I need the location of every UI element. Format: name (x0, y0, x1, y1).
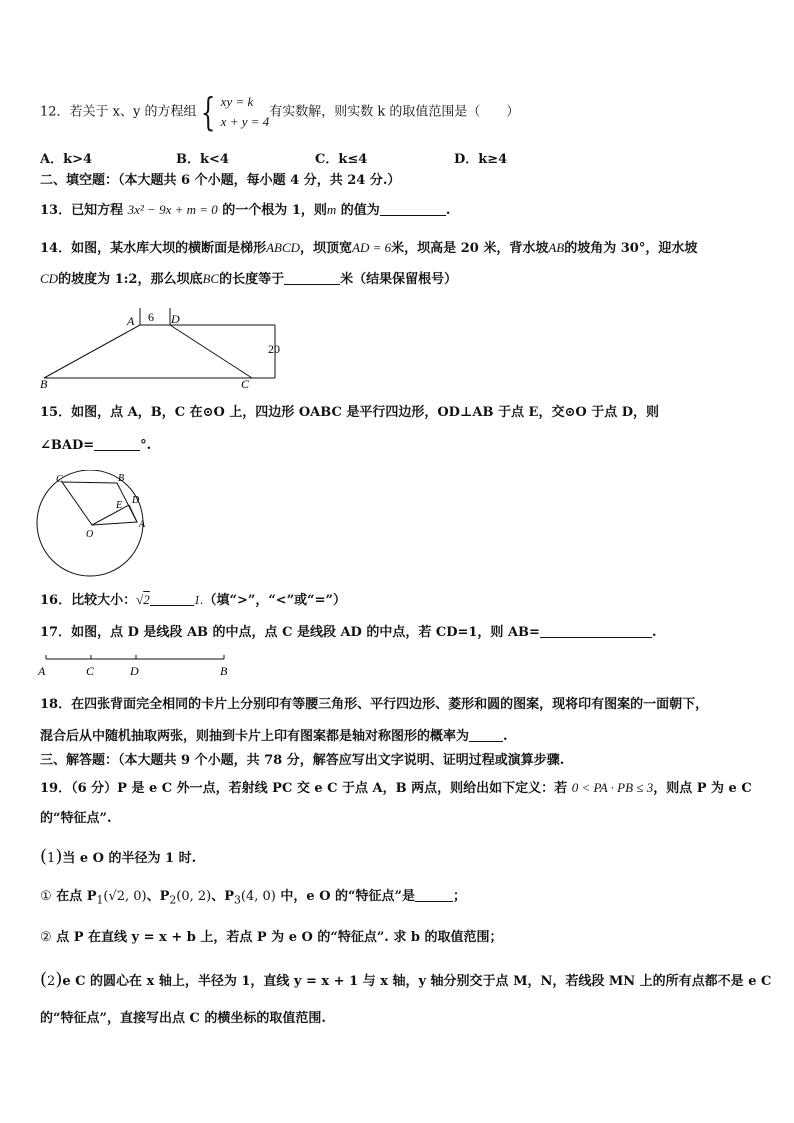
q19-line2: 的“特征点”. (40, 811, 112, 826)
q15-answer-blank[interactable] (94, 438, 140, 451)
q14-line1 (40, 239, 697, 258)
q12-system (221, 92, 270, 132)
q15-text-b: °. (140, 438, 152, 453)
q14-bc: BC (202, 271, 220, 286)
q16-answer-blank[interactable] (150, 593, 194, 606)
q15-segment-ad (129, 505, 137, 522)
q13-equation: 3x² − 9x + m = 0 (127, 202, 218, 217)
q14-side-ab (44, 325, 140, 378)
q18-text-b: . (503, 729, 508, 744)
q19-p1-sub: 1 (96, 893, 104, 907)
q12-option-c: C．k≤4 (315, 152, 368, 167)
q12-prefix: 12．若关于 x、y 的方程组 (40, 104, 197, 120)
q16-text-b: 1. (193, 592, 204, 607)
q19-sub2 (40, 929, 503, 947)
q14-ab: AB (548, 240, 565, 255)
q15-label-e: E (116, 500, 123, 511)
q12-eq2: x + y = 4 (220, 114, 270, 129)
q17-stem (40, 624, 656, 642)
q17-text-a: 17．如图，点 D 是线段 AB 的中点，点 C 是线段 AD 的中点，若 CD=1，则 AB= (40, 625, 540, 640)
q19-part1: (1)当 e O 的半径为 1 时. (40, 846, 197, 867)
q19-text-b: ，则点 P 为 e C (653, 781, 752, 796)
q12-option-a: A．k>4 (40, 152, 93, 167)
q19-p2-coord: (0, 2) (176, 889, 212, 904)
q14-label-a: A (127, 314, 135, 328)
q14-text-f: 的长度等于 (219, 272, 285, 287)
q15-label-b: B (118, 473, 125, 484)
q16-text-c: （填“>”，“<”或“=”） (203, 593, 347, 608)
q19-sub1-text-b: 中，e O 的“特征点”是 (275, 889, 416, 904)
q17-label-b: B (220, 664, 228, 678)
q16-sqrt-value: 2 (143, 592, 150, 607)
q19-sub1 (40, 888, 466, 910)
section-fill-in-heading: 二、填空题：（本大题共 6 个小题，每小题 4 分，共 24 分.） (40, 173, 401, 188)
q19-part2-line1: (2)e C 的圆心在 x 轴上，半径为 1，直线 y = x + 1 与 x 轴，y 轴分别交于点 M，N，若线段 MN 上的所有点都不是 e C (40, 969, 772, 990)
q19-p3-sub: 3 (234, 893, 241, 907)
q13-text-a: 13．已知方程 (40, 203, 128, 218)
q19-sub2-number: ② (40, 930, 52, 945)
q18-text-a: 混合后从中随机抽取两张，则抽到卡片上印有图案都是轴对称图形的概率为 (40, 729, 470, 744)
q17-answer-blank[interactable] (540, 625, 652, 638)
q17-label-a: A (38, 664, 46, 678)
section-solutions-heading: 三、解答题：（本大题共 9 个小题，共 78 分，解答应写出文字说明、证明过程或演算步骤. (40, 753, 565, 768)
q19-part2-number: 2 (47, 974, 56, 989)
q19-part1-text: 当 e O 的半径为 1 时. (62, 851, 197, 866)
q17-label-d: D (130, 664, 139, 678)
q19-sub2-text: 点 P 在直线 y = x + b 上，若点 P 为 e O 的“特征点”. 求 b 的取值范围； (56, 930, 503, 945)
q14-text-g: 米（结果保留根号） (340, 272, 458, 287)
q14-text-b: ，坝顶宽 (300, 241, 353, 256)
q14-text-e: 的坡度为 1:2，那么坝底 (58, 272, 203, 287)
q14-label-d: D (171, 312, 180, 326)
q18-answer-blank[interactable] (469, 729, 503, 742)
q13-answer-blank[interactable] (380, 203, 446, 216)
q14-text-a: 14．如图，某水库大坝的横断面是梯形 (40, 241, 267, 256)
q13-text-d: . (445, 203, 451, 218)
q17-text-b: . (651, 625, 657, 640)
q18-line1: 18．在四张背面完全相同的卡片上分别印有等腰三角形、平行四边形、菱形和圆的图案，现将印有图案的一面朝下， (40, 697, 709, 712)
q14-text-c: 米，坝高是 20 米，背水坡 (391, 241, 549, 256)
q14-label-b: B (40, 377, 48, 391)
q15-line1: 15．如图，点 A，B，C 在⊙O 上，四边形 OABC 是平行四边形，OD⊥AB 于点 E，交⊙O 于点 D，则 (40, 405, 659, 420)
q14-text-d: 的坡角为 30°，迎水坡 (564, 241, 698, 256)
q13-var-m: m (326, 202, 337, 217)
q19-part2-line2: 的“特征点”，直接写出点 C 的横坐标的取值范围. (40, 1011, 326, 1026)
q15-circle-figure (34, 470, 154, 595)
q16-sqrt: √2 (136, 592, 150, 607)
q19-p3-coord: (4, 0) (240, 889, 276, 904)
q13-text-c: 的值为 (336, 203, 380, 218)
q19-line1 (40, 779, 752, 798)
q14-ad6: AD = 6 (352, 240, 392, 255)
q15-label-a: A (139, 519, 146, 530)
q15-label-c: C (56, 474, 63, 485)
q19-sub1-text-a: 在点 P (56, 889, 97, 904)
q19-part1-number: 1 (47, 851, 56, 866)
q19-p2-prefix: 、P (146, 889, 170, 904)
q15-label-d: D (132, 495, 140, 506)
q12-eq1: xy = k (220, 94, 254, 109)
q12-suffix: 有实数解，则实数 k 的取值范围是（ ） (269, 104, 520, 120)
q19-part2-text: e C 的圆心在 x 轴上，半径为 1，直线 y = x + 1 与 x 轴，y 轴分别交于点 M，N，若线段 MN 上的所有点都不是 e C (62, 974, 772, 989)
q14-abcd: ABCD (266, 240, 301, 255)
q14-cd: CD (40, 271, 59, 286)
q17-label-c: C (86, 664, 95, 678)
q15-parallelogram (62, 482, 137, 525)
q12-brace: { (201, 90, 216, 134)
q18-line2 (40, 728, 508, 746)
q14-side-dc (170, 325, 252, 378)
q14-line2 (40, 270, 457, 289)
q16-text-a: 16．比较大小： (40, 593, 137, 608)
q13-text-b: 的一个根为 1，则 (217, 203, 327, 218)
q19-sub1-text-c: ； (453, 889, 467, 904)
q14-answer-blank[interactable] (284, 272, 340, 285)
q17-segment-figure (36, 651, 236, 681)
q15-segment-od (92, 505, 129, 525)
q19-p2-sub: 2 (169, 893, 177, 907)
q19-text-a: 19．（6 分）P 是 e C 外一点，若射线 PC 交 e C 于点 A，B 两点，则给出如下定义：若 (40, 781, 572, 796)
q14-trapezoid-figure (30, 300, 290, 395)
q16-stem (40, 591, 346, 610)
q12-option-b: B．k<4 (176, 152, 229, 167)
q13-stem (40, 201, 450, 220)
q12-stem (40, 92, 519, 132)
q14-label-c: C (241, 377, 250, 391)
q14-label-width: 6 (148, 310, 154, 324)
q15-text-a: ∠BAD= (40, 438, 95, 453)
q19-p3-prefix: 、P (211, 889, 235, 904)
q19-sub1-answer-blank[interactable] (415, 889, 453, 902)
q15-line2 (40, 437, 151, 455)
q12-option-d: D．k≥4 (454, 152, 508, 167)
q19-sub1-number: ① (40, 889, 52, 904)
q19-p1-coord: (√2, 0) (103, 889, 147, 904)
q14-label-height: 20 (268, 342, 280, 356)
q19-inequality: 0 < PA · PB ≤ 3 (571, 780, 654, 795)
q15-label-o: O (86, 529, 94, 540)
